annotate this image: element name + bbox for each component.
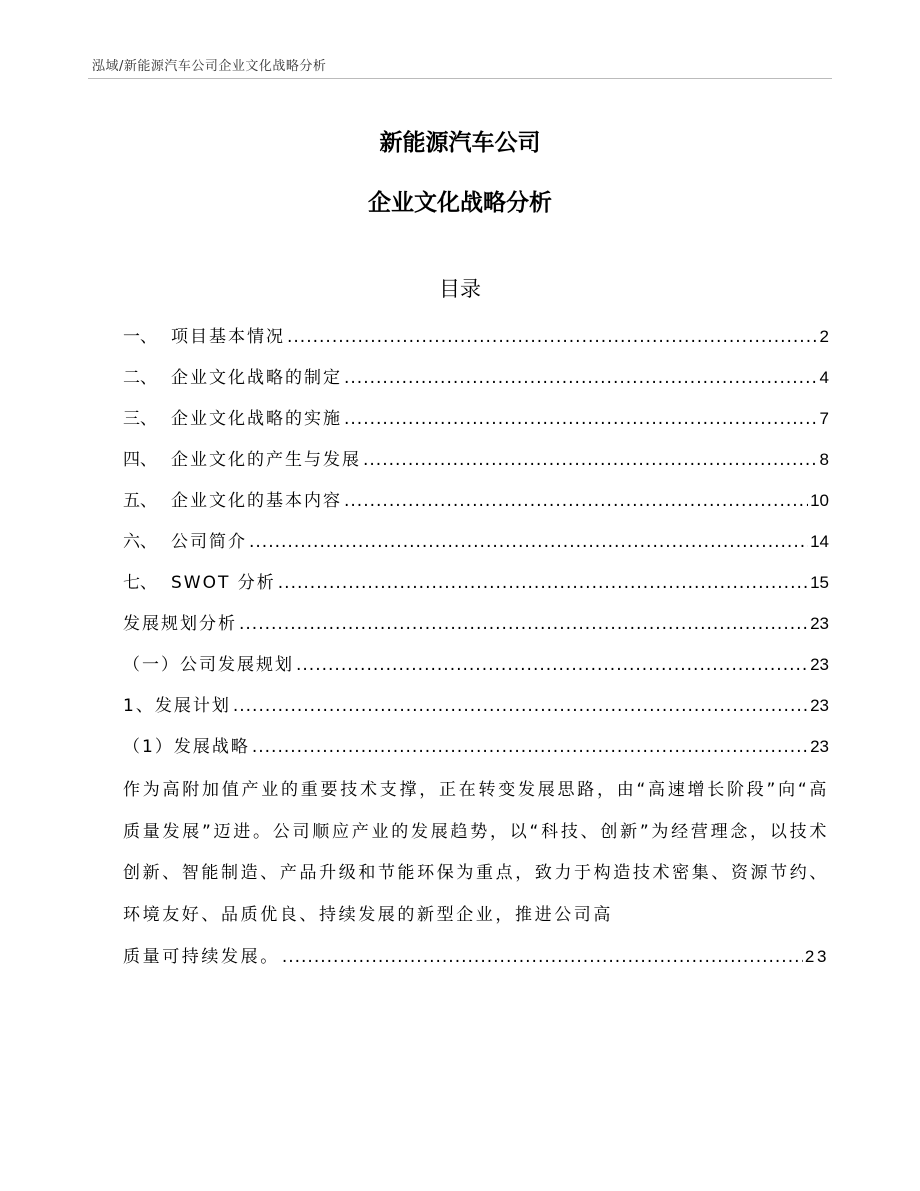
toc-entry-number: 五、 [123, 491, 157, 511]
toc-entry[interactable] [123, 528, 829, 569]
toc-entry-page: 23 [810, 737, 829, 756]
document-title-line-2: 企业文化战略分析 [368, 190, 552, 216]
toc-entry[interactable] [123, 610, 829, 651]
toc-paragraph-last-line-text: 质量可持续发展。 [123, 947, 280, 967]
toc-entry[interactable] [123, 692, 829, 733]
toc-entry-label: 发展规划分析 [123, 614, 237, 634]
toc-heading: 目录 [439, 277, 481, 301]
toc-entry-label: 企业文化战略的实施 [171, 409, 342, 429]
toc-entry[interactable] [123, 733, 829, 774]
toc-entry-page: 23 [810, 614, 829, 633]
toc-entry-label: 1、发展计划 [123, 696, 231, 716]
header-divider [88, 78, 832, 79]
toc-leader-dots [344, 405, 818, 433]
toc-entry-label: 项目基本情况 [171, 327, 285, 347]
toc-leader-dots [249, 528, 808, 556]
toc-leader-dots [296, 651, 808, 679]
toc-leader-dots [363, 446, 818, 474]
toc-entry-page: 15 [810, 573, 829, 592]
toc-entry-label: 公司简介 [171, 532, 247, 552]
toc-entry[interactable] [123, 651, 829, 692]
toc-entry[interactable] [123, 487, 829, 528]
toc-leader-dots [239, 610, 808, 638]
toc-entry-page: 8 [819, 450, 829, 469]
toc-entry-label: 企业文化战略的制定 [171, 368, 342, 388]
toc-entry-number: 四、 [123, 450, 157, 470]
toc-entry[interactable] [123, 405, 829, 446]
toc-entry-page: 23 [810, 655, 829, 674]
running-header: 泓域/新能源汽车公司企业文化战略分析 [92, 59, 327, 74]
toc-entry[interactable] [123, 446, 829, 487]
toc-entry-label: SWOT 分析 [171, 573, 276, 593]
toc-entry-page: 4 [819, 368, 829, 387]
toc-entry[interactable] [123, 364, 829, 405]
toc-entry-number: 六、 [123, 532, 157, 552]
toc-entry-label: （一）公司发展规划 [123, 655, 294, 675]
toc-entry-number: 三、 [123, 409, 157, 429]
toc-entry-number: 七、 [123, 573, 157, 593]
toc-entry-page: 10 [810, 491, 829, 510]
toc-entry-label: 企业文化的基本内容 [171, 491, 342, 511]
toc-entry-page: 14 [810, 532, 829, 551]
toc-leader-dots [278, 569, 808, 597]
toc-entry-label: （1）发展战略 [123, 737, 250, 757]
document-title-line-1: 新能源汽车公司 [379, 130, 541, 156]
toc-paragraph-last-line [123, 936, 829, 979]
toc-entry-number: 二、 [123, 368, 157, 388]
toc-leader-dots [287, 323, 818, 351]
toc-entry-page: 2 [819, 327, 829, 346]
toc-entry-page: 23 [810, 696, 829, 715]
toc-entry-page: 23 [804, 947, 829, 966]
toc-paragraph-text: 作为高附加值产业的重要技术支撑，正在转变发展思路，由“高速增长阶段”向“高质量发展”迈进。公司顺应产业的发展趋势，以“科技、创新”为经营理念，以技术创新、智能制造、产品升级和节能环保为重点，致力于构造技术密集、资源节约、环境友好、品质优良、持续发展的新型企业，推进公司高 [123, 780, 829, 925]
toc-entry-number: 一、 [123, 327, 157, 347]
toc-leader-dots [233, 692, 808, 720]
toc-entry-label: 企业文化的产生与发展 [171, 450, 361, 470]
toc-leader-dots [344, 487, 808, 515]
toc-paragraph-entry[interactable] [123, 770, 829, 979]
toc-leader-dots [282, 937, 803, 979]
table-of-contents [123, 323, 829, 774]
toc-entry[interactable] [123, 323, 829, 364]
toc-entry-page: 7 [819, 409, 829, 428]
toc-entry[interactable] [123, 569, 829, 610]
toc-leader-dots [344, 364, 818, 392]
toc-leader-dots [252, 733, 808, 761]
